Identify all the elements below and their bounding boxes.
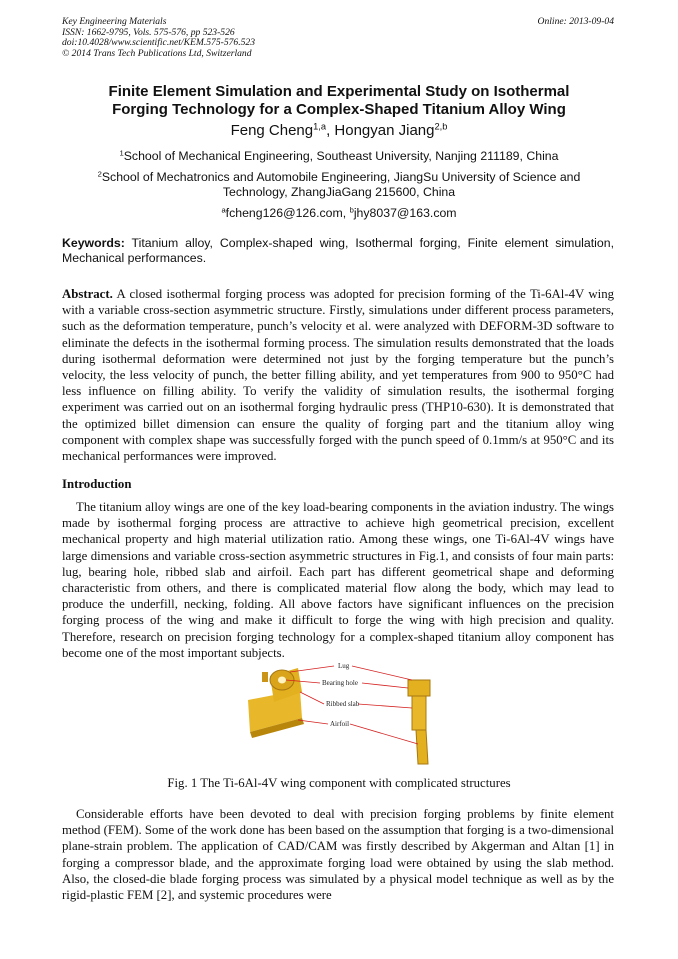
journal-header (62, 17, 255, 59)
title-line-2: Forging Technology for a Complex-Shaped Titanium Alloy Wing (112, 101, 566, 118)
figure-1-caption: Fig. 1 The Ti-6Al-4V wing component with complicated structures (167, 776, 511, 790)
label-airfoil: Airfoil (330, 720, 350, 728)
email-a-sup: a (221, 205, 226, 215)
affiliation-1 (60, 149, 618, 164)
online-date: Online: 2013-09-04 (537, 16, 614, 27)
abstract-text: A closed isothermal forging process was adopted for precision forming of the Ti-6Al-4V wing with a variable cross-section asymmetric structure. Firstly, simulations under different process parameters, such as the deformation temperature, punch’s velocity et al. were analyzed with DEFORM-3D software to eliminate the defects in the isothermal forming process. The simulation results demonstrated that the loads during isothermal deformation were determined not just by the forging temperature but the punch’s velocity, the less velocity of punch, the better filling ability, and yet temperatures from 900 to 950°C had less influence on filling ability. To verify the validity of simulation results, the isothermal forging experiment was carried out on an isothermal forging hydraulic press (THP10-630). It is demonstrated that the optimized billet dimension can ensure the quality of forging part and the titanium alloy wing component with complex shape was successfully forged with the punch speed of 0.1mm/s at 950°C and its mechanical performances were improved. (62, 287, 614, 464)
front-slab (412, 696, 426, 730)
paragraph-2: Considerable efforts have been devoted to deal with precision forging problems by finite element method (FEM). Some of the work done has been based on the assumption that forging is a two-dimensional plane-strain problem. The application of CAD/CAM was firstly described by Akgerman and Altan [1] in forging a compressor blade, and the approximate forging load were obtained by using the slab method. Also, the closed-die blade forging process was simulated by a physical model technique as well as by the rigid-plastic FEM [2], and systemic procedures were (62, 807, 614, 903)
doi-line: doi:10.4028/www.scientific.net/KEM.575-576.523 (62, 37, 256, 49)
author-1: Feng Cheng (230, 122, 314, 139)
label-bearing-hole: Bearing hole (322, 679, 358, 687)
arrow-slab-left (300, 692, 324, 704)
copyright-line: © 2014 Trans Tech Publications Ltd, Switzerland (62, 47, 252, 59)
wing-front-view (408, 680, 430, 764)
arrow-slab-right (358, 704, 412, 708)
paper-title (40, 83, 638, 119)
aff2-sup: 2 (97, 169, 102, 179)
intro-paragraph-1: The titanium alloy wings are one of the key load-bearing components in the aviation industry. The wings made by isothermal forging process are attractive to achieve high geometrical precision, excellent mechanical property and high material utilization ratio. Among these wings, one Ti-6Al-4V wings have large dimensions and variable cross-section asymmetric structures in Fig.1, and consists of four main parts: lug, bearing hole, ribbed slab and airfoil. Each part has different geometrical shape and deforming characteristic from others, and there is complicated material flow along the body, which may lead to produce the underfill, necking, folding. All above factors have significant influences on the precision forging process of the wing and make it difficult to forge the wing with high precision and quality. Therefore, research on precision forging technology for a complex-shaped titanium alloy component has become one of the most important subjects. (62, 500, 614, 660)
front-lug (408, 680, 430, 696)
affiliation-2 (60, 170, 618, 200)
label-lug: Lug (338, 662, 350, 670)
introduction-heading: Introduction (62, 477, 132, 491)
journal-name: Key Engineering Materials (62, 16, 167, 27)
bearing-hole (278, 677, 286, 684)
aff2-line-1: School of Mechatronics and Automobile Engineering, JiangSu University of Science and (101, 170, 581, 184)
email-b-sup: b (349, 205, 354, 215)
keywords-label: Keywords: (62, 236, 125, 250)
title-line-1: Finite Element Simulation and Experimental Study on Isothermal (108, 83, 570, 100)
author-2-sup: 2,b (434, 121, 448, 132)
lug-tab (262, 672, 268, 682)
author-1-sup: 1,a (313, 121, 327, 132)
figure-1-wing (240, 658, 490, 768)
wing-3d-view (248, 668, 304, 738)
author-2: Hongyan Jiang (334, 122, 435, 139)
author-separator: , (326, 122, 335, 139)
arrow-airfoil-right (350, 724, 418, 744)
abstract (62, 286, 614, 464)
abstract-label: Abstract. (62, 287, 113, 301)
arrow-hole-right (362, 683, 408, 688)
emails (60, 206, 618, 221)
issn-line: ISSN: 1662-9795, Vols. 575-576, pp 523-526 (62, 26, 235, 38)
label-ribbed-slab: Ribbed slab (326, 700, 360, 708)
email-a[interactable]: fcheng126@126.com, (225, 206, 350, 220)
email-b[interactable]: jhy8037@163.com (353, 206, 457, 220)
aff2-line-2: Technology, ZhangJiaGang 215600, China (222, 185, 456, 199)
keywords-text: Titanium alloy, Complex-shaped wing, Isothermal forging, Finite element simulation, Mechanical performances. (62, 236, 614, 265)
arrow-lug-right (352, 666, 412, 680)
keywords (62, 236, 614, 266)
aff1-sup: 1 (119, 148, 124, 158)
author-list (0, 122, 678, 140)
aff1-text: School of Mechanical Engineering, Southeast University, Nanjing 211189, China (123, 149, 559, 163)
front-airfoil (416, 730, 428, 764)
